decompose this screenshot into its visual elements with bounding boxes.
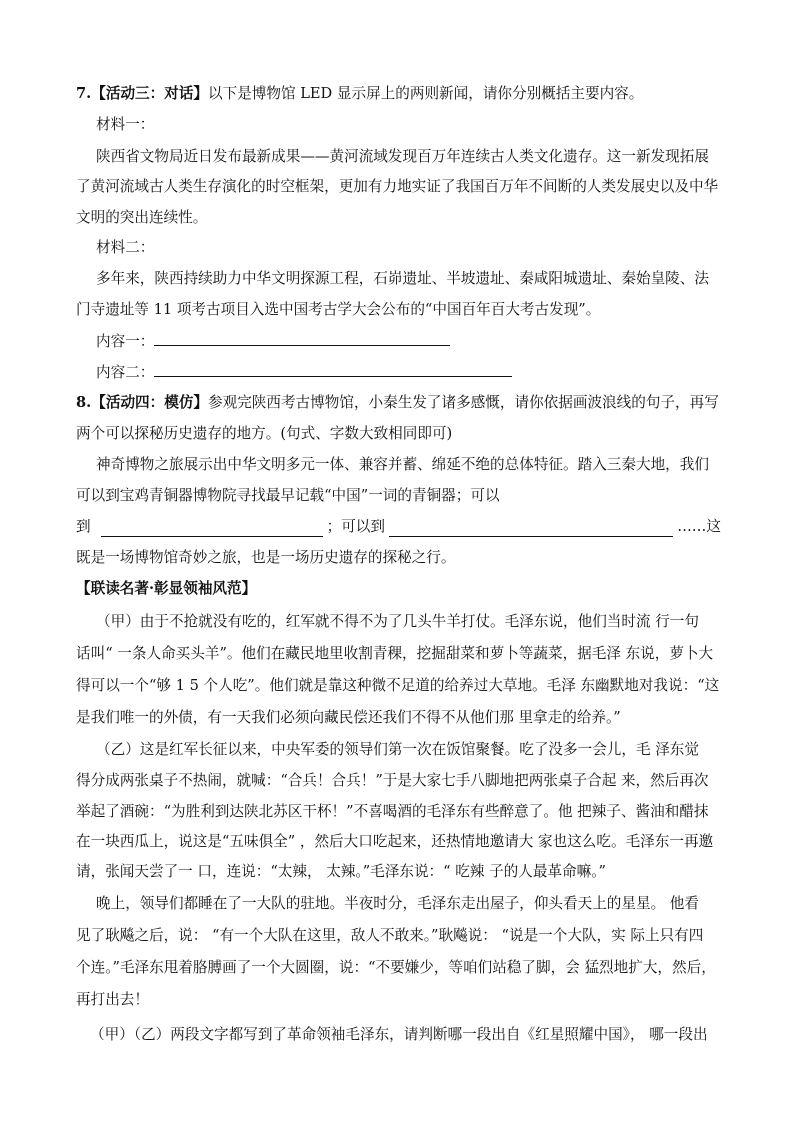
final-question: （甲）（乙）两段文字都写到了革命领袖毛泽东，请判断哪一段出自《红星照耀中国》， 哪一段出 xyxy=(90,1026,708,1043)
material-2-line-1: 多年来，陕西持续助力中华文明探源工程，石峁遗址、半坡遗址、秦咸阳城遗址、秦始皇陵、法 xyxy=(96,270,709,287)
passage-night-line-4: 再打出去！ xyxy=(76,991,149,1008)
passage-yi-line-5: 请，张闻天尝了一 口，连说：“太辣， 太辣。”毛泽东说：“ 吃辣 子的人最革命嘛。” xyxy=(76,863,606,880)
material-2-line-2: 门寺遗址等 11 项考古项目入选中国考古学大会公布的“中国百年百大考古发现”。 xyxy=(76,301,601,318)
q7-prompt-text: 以下是博物馆 LED 显示屏上的两则新闻，请你分别概括主要内容。 xyxy=(208,85,644,102)
q8-passage-line-4: 既是一场博物馆奇妙之旅，也是一场历史遗存的探秘之行。 xyxy=(76,549,456,566)
content-1-answer-blank[interactable] xyxy=(154,331,450,346)
passage-night-line-2: 见了耿飚之后，说： “有一个大队在这里，敌人不敢来。”耿飚说： “说是一个大队，实 际上只有四 xyxy=(76,927,704,944)
content-1-label: 内容一： xyxy=(96,333,155,350)
passage-yi-line-1: （乙）这是红军长征以来，中央军委的领导们第一次在饭馆聚餐。吃了没多一会儿，毛 泽东觉 xyxy=(96,741,699,758)
q8-fill-mid: ；可以到 xyxy=(326,518,385,535)
passage-yi-line-3: 举起了酒碗：“为胜利到达陕北苏区干杯！”不喜喝酒的毛泽东有些醉意了。他 把辣子、酱油和醋抹 xyxy=(76,803,709,820)
q8-prompt xyxy=(76,393,721,413)
q8-prompt-line-2: 两个可以探秘历史遗存的地方。(句式、字数大致相同即可) xyxy=(76,425,453,442)
passage-yi-line-4: 在一块西瓜上，说这是“五味俱全” ，然后大口吃起来，还热情地邀请大 家也这么吃。毛泽东一再邀 xyxy=(76,833,714,850)
content-2-answer-blank[interactable] xyxy=(154,362,512,377)
material-1-line-3: 文明的突出连续性。 xyxy=(76,209,208,226)
q7-tag: 【活动三：对话】 xyxy=(91,85,209,102)
passage-night-line-1: 晚上，领导们都睡在了一大队的驻地。半夜时分，毛泽东走出屋子，仰头看天上的星星。 他看 xyxy=(96,895,699,912)
content-1-row xyxy=(96,331,466,352)
q8-fill-end: ……这 xyxy=(677,518,721,535)
q7-number: 7. xyxy=(76,85,92,102)
passage-jia-line-1: （甲）由于不抢就没有吃的，红军就不得不为了几头牛羊打仗。毛泽东说，他们当时流 行一句 xyxy=(96,613,699,630)
q8-passage-line-2: 可以到宝鸡青铜器博物院寻找最早记载“中国”一词的青铜器；可以 xyxy=(76,487,500,504)
q8-prompt-text: 参观完陕西考古博物馆，小秦生发了诸多感慨，请你依据画波浪线的句子，再写 xyxy=(208,394,719,411)
q8-fill-row xyxy=(76,517,721,537)
content-2-label: 内容二： xyxy=(96,364,155,381)
q8-number: 8. xyxy=(76,394,92,411)
passage-jia-line-3: 得可以一个“够 1 5 个人吃”。他们就是靠这种微不足道的给养过大草地。毛泽 东幽默地对我说：“这 xyxy=(76,677,720,694)
q8-fill-start: 到 xyxy=(76,518,91,535)
q8-passage-line-1: 神奇博物之旅展示出中华文明多元一体、兼容并蓄、绵延不绝的总体特征。踏入三秦大地，我们 xyxy=(96,456,709,473)
material-2-label: 材料二： xyxy=(96,239,155,256)
passage-night-line-3: 个连。”毛泽东甩着胳膊画了一个大圆圈，说：“不要嫌少，等咱们站稳了脚，会 猛烈地扩大，然后， xyxy=(76,959,716,976)
section-title: 【联读名著·彰显领袖风范】 xyxy=(76,580,257,597)
q8-answer-blank-2[interactable] xyxy=(389,522,673,537)
material-1-line-2: 了黄河流域古人类生存演化的时空框架，更加有力地实证了我国百万年不间断的人类发展史以及中华 xyxy=(76,178,719,195)
passage-jia-line-4: 是我们唯一的外债，有一天我们必须向藏民偿还我们不得不从他们那 里拿走的给养。” xyxy=(76,709,621,726)
material-1-line-1: 陕西省文物局近日发布最新成果——黄河流域发现百万年连续古人类文化遗存。这一新发现拓展 xyxy=(96,148,709,165)
passage-jia-line-2: 话叫“ 一条人命买头羊”。他们在藏民地里收割青稞，挖掘甜菜和萝卜等蔬菜，据毛泽 东说，萝卜大 xyxy=(76,645,714,662)
q7-prompt xyxy=(76,84,721,104)
material-1-label: 材料一： xyxy=(96,116,155,133)
content-2-row xyxy=(96,362,526,383)
passage-yi-line-2: 得分成两张桌子不热闹，就喊：“合兵！合兵！”于是大家七手八脚地把两张桌子合起 来，然后再次 xyxy=(76,772,709,789)
q8-tag: 【活动四：模仿】 xyxy=(91,394,209,411)
q8-answer-blank-1[interactable] xyxy=(101,522,323,537)
